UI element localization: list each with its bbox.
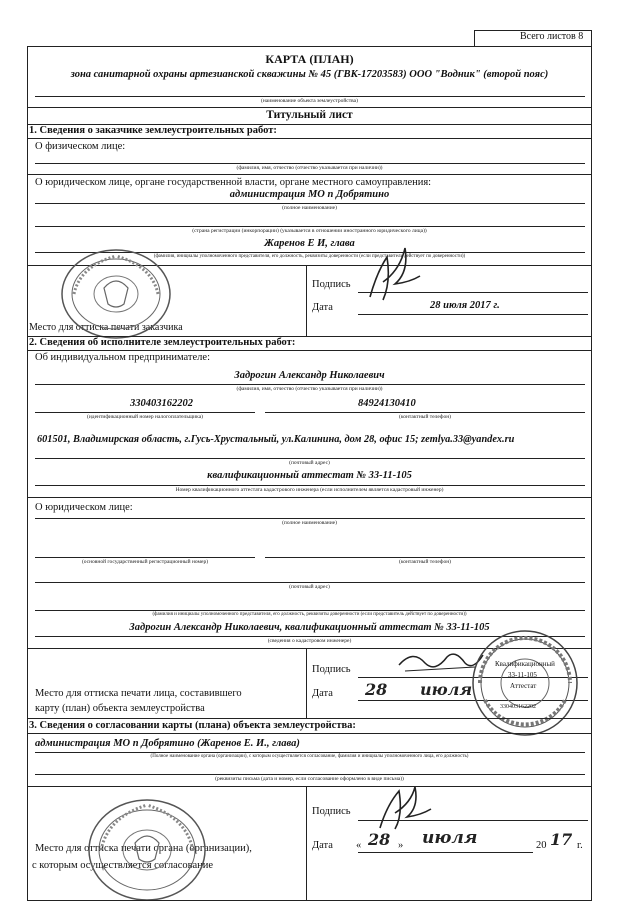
caption-phone: (контактный телефон) <box>399 414 451 420</box>
date-line <box>358 314 588 315</box>
contractor-date-month: июля <box>420 680 473 699</box>
caption-address: (почтовый адрес) <box>289 460 330 466</box>
letter-line <box>35 774 585 775</box>
section-1-heading: 1. Сведения о заказчике землеустроительных работ: <box>29 125 277 136</box>
caption-representative: (фамилия, инициалы уполномоченного представителя, его должность, реквизиты доверенности (если представитель действует по доверенности)) <box>153 254 466 259</box>
customer-date: 28 июля 2017 г. <box>430 300 500 311</box>
sheets-total: Всего листов 8 <box>520 31 584 42</box>
customer-signature <box>365 242 425 304</box>
caption-full-name: (полное наименование) <box>282 205 337 211</box>
caption-rep2: (фамилия и инициалы уполномоченного представителя, его должность, реквизиты доверенности (если представитель действует по доверенности)) <box>152 612 467 617</box>
sign-column-divider <box>306 786 307 901</box>
approval-date-line <box>358 852 533 853</box>
inn-line <box>35 412 255 413</box>
caption-object-name: (наименование объекта землеустройства) <box>261 98 358 104</box>
approval-year-g: г. <box>577 840 583 851</box>
caption-engineer: (сведения о кадастровом инженере) <box>267 638 352 644</box>
approval-date-month: июля <box>422 828 478 848</box>
customer-representative: Жаренов Е И, глава <box>264 238 355 249</box>
quote-close: » <box>398 840 404 851</box>
sign-label: Подпись <box>312 279 351 290</box>
contractor-stamp-text-2: 33-11-105 <box>508 671 537 679</box>
customer-stamp <box>60 248 172 340</box>
contractor-jur-label: О юридическом лице: <box>35 502 133 513</box>
divider <box>27 786 592 787</box>
rep2-line <box>35 610 585 611</box>
approval-stamp-place-2: с которым осуществляется согласование <box>32 860 214 871</box>
approval-stamp <box>86 795 208 900</box>
org-line <box>35 752 585 753</box>
page-title: КАРТА (ПЛАН) <box>265 52 354 66</box>
address2-line <box>35 582 585 583</box>
approval-year-prefix: 20 <box>536 840 547 851</box>
caption-org: (Полное наименование органа (организации), с которым осуществляется согласование, фамилия и инициалы уполномоченного лица, его должность) <box>150 754 469 759</box>
address-line <box>35 458 585 459</box>
approval-date-day: 28 <box>368 830 391 849</box>
divider <box>27 174 592 175</box>
caption-fio: (фамилия, имя, отчество (отчество указывается при наличии)) <box>236 165 383 171</box>
caption-country: (страна регистрации (инкорпорации) (указывается в отношении иностранного юридического лица)) <box>192 228 427 234</box>
section-3-heading: 3. Сведения о согласовании карты (плана) объекта землеустройства: <box>29 720 356 731</box>
contractor-sign-label: Подпись <box>312 664 351 675</box>
approving-organization: администрация МО п Добрятино (Жаренов Е. И., глава) <box>35 738 300 749</box>
object-name-line <box>35 96 585 97</box>
contractor-stamp-place-1: Место для оттиска печати лица, составившего <box>35 688 242 699</box>
approval-date-label: Дата <box>312 840 333 851</box>
caption-certificate: Номер квалификационного аттестата кадастрового инженера (если исполнителем является кадастровый инженер) <box>175 487 444 493</box>
customer-name: администрация МО п Добрятино <box>229 189 390 200</box>
contractor-stamp-text-1: Квалификационный <box>495 660 555 668</box>
contractor-fio: Задрогин Александр Николаевич <box>234 370 385 381</box>
approval-sign-label: Подпись <box>312 806 351 817</box>
contractor-date-label: Дата <box>312 688 333 699</box>
phone-line <box>265 412 585 413</box>
divider <box>27 733 592 734</box>
individual-entrepreneur-label: Об индивидуальном предпринимателе: <box>35 352 210 363</box>
divider <box>27 718 592 719</box>
divider <box>27 497 592 498</box>
contractor-stamp-text-4: 330403162202 <box>500 704 536 710</box>
phone2-line <box>265 557 585 558</box>
approval-signature <box>375 783 435 833</box>
divider <box>27 350 592 351</box>
caption-contractor-fio: (фамилия, имя, отчество (отчество указывается при наличии)) <box>236 386 383 392</box>
date-label: Дата <box>312 302 333 313</box>
phys-person-label: О физическом лице: <box>35 141 126 152</box>
sign-column-divider <box>306 648 307 718</box>
sign-column-divider <box>306 265 307 336</box>
ogrn-line <box>35 557 255 558</box>
caption-jur-name: (полное наименование) <box>282 520 337 526</box>
approval-stamp-place-1: Место для оттиска печати органа (организации), <box>35 843 252 854</box>
contractor-inn: 330403162202 <box>130 398 193 409</box>
country-line <box>35 226 585 227</box>
customer-name-line <box>35 203 585 204</box>
contractor-address: 601501, Владимирская область, г.Гусь-Хрустальный, ул.Калинина, дом 28, офис 15; zemlya.33@yandex.ru <box>37 434 515 445</box>
jur-person-label: О юридическом лице, органе государственной власти, органе местного самоуправления: <box>35 177 432 188</box>
caption-letter: (реквизиты письма (дата и номер, если согласование оформлено в виде письма)) <box>215 776 404 782</box>
certificate-line <box>35 485 585 486</box>
fio-line <box>35 163 585 164</box>
divider <box>27 138 592 139</box>
caption-phone2: (контактный телефон) <box>399 559 451 565</box>
caption-inn: (идентификационный номер налогоплательщика) <box>87 414 203 420</box>
contractor-stamp-place-2: карту (план) объекта землеустройства <box>35 703 205 714</box>
contractor-certificate: квалификационный аттестат № 33-11-105 <box>207 470 412 481</box>
caption-address2: (почтовый адрес) <box>289 584 330 590</box>
contractor-fio-line <box>35 384 585 385</box>
section-2-heading: 2. Сведения об исполнителе землеустроительных работ: <box>29 337 296 348</box>
customer-stamp-place: Место для оттиска печати заказчика <box>29 322 183 333</box>
contractor-stamp-text-3: Аттестат <box>510 682 537 690</box>
contractor-date-day: 28 <box>365 680 388 699</box>
object-name: зона санитарной охраны артезианской скважины № 45 (ГВК-17203583) ООО "Водник" (второй пояс) <box>70 69 549 80</box>
title-sheet-heading: Титульный лист <box>266 109 353 121</box>
quote-open: « <box>356 840 362 851</box>
cadastral-engineer: Задрогин Александр Николаевич, квалификационный аттестат № 33-11-105 <box>129 622 490 633</box>
contractor-phone: 84924130410 <box>358 398 416 409</box>
divider <box>27 107 592 108</box>
approval-year-suffix: 17 <box>550 830 573 849</box>
caption-ogrn: (основной государственный регистрационный номер) <box>81 559 209 565</box>
jur-name-line <box>35 518 585 519</box>
